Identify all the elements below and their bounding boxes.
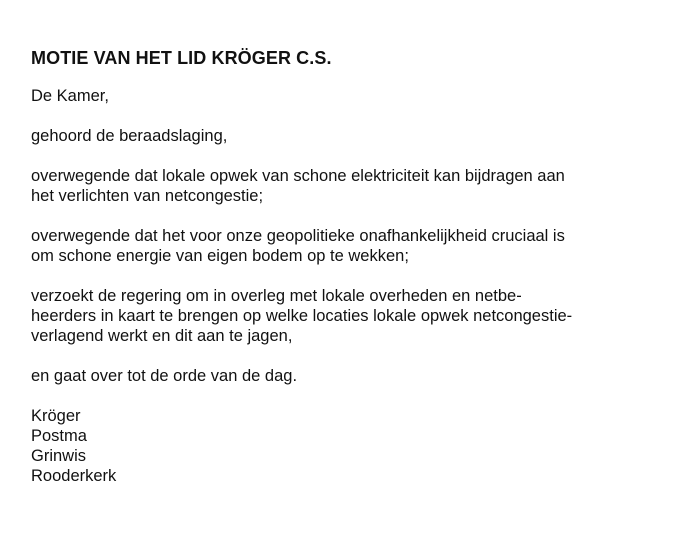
salutation: De Kamer,	[31, 87, 109, 105]
signer-list	[31, 406, 661, 486]
text-line: om schone energie van eigen bodem op te wekken;	[31, 247, 409, 265]
text-line: overwegende dat het voor onze geopolitieke onafhankelijkheid cruciaal is	[31, 227, 565, 245]
closing-clause: en gaat over tot de orde van de dag.	[31, 367, 298, 385]
text-line: overwegende dat lokale opwek van schone elektriciteit kan bijdragen aan	[31, 167, 565, 185]
motion-title: MOTIE VAN HET LID KRÖGER C.S.	[31, 48, 332, 68]
request-clause	[31, 286, 661, 346]
considering-clause-1	[31, 166, 661, 206]
signer-name: Postma	[31, 427, 87, 445]
text-line: verlagend werkt en dit aan te jagen,	[31, 327, 293, 345]
text-line: het verlichten van netcongestie;	[31, 187, 264, 205]
considering-clause-2	[31, 226, 661, 266]
signer-name: Kröger	[31, 407, 81, 425]
signer-name: Rooderkerk	[31, 467, 117, 485]
text-line: heerders in kaart te brengen op welke locaties lokale opwek netcongestie-	[31, 307, 573, 325]
text-line: verzoekt de regering om in overleg met lokale overheden en netbe-	[31, 287, 522, 305]
heard-clause: gehoord de beraadslaging,	[31, 127, 228, 145]
signer-name: Grinwis	[31, 447, 87, 465]
motion-document	[31, 46, 661, 486]
